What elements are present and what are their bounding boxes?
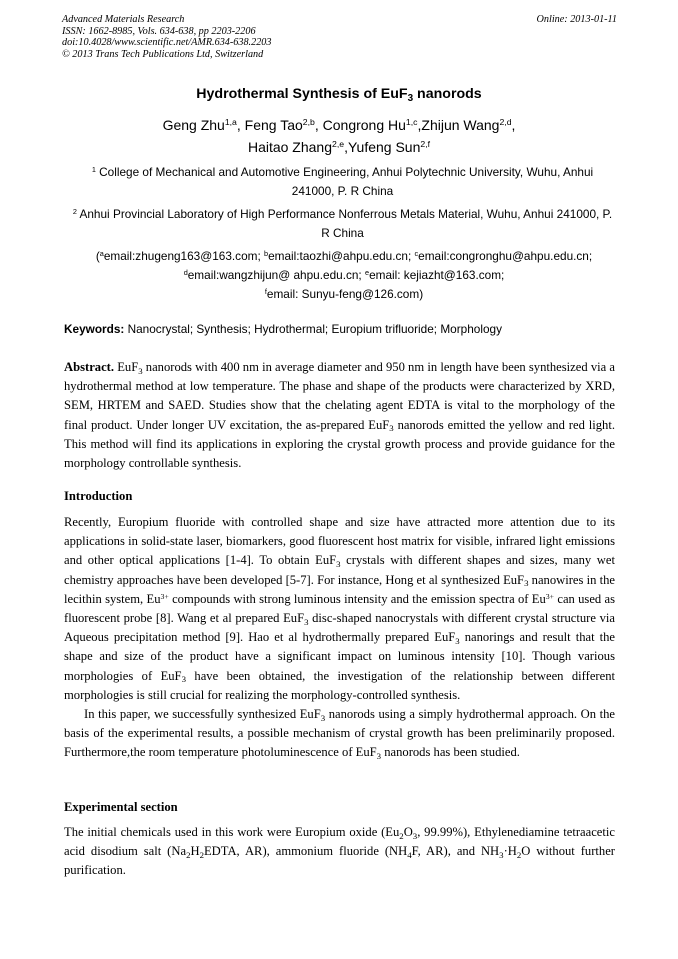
paragraph-text: crystals with different shapes and sizes, many wet chemistry approaches have been developed [5-7]. For instance, Hong et al synthesized EuF — [64, 553, 615, 587]
subscript: 3 — [499, 849, 504, 860]
author-affiliation-mark: 2,d — [499, 117, 512, 128]
subscript: 3 — [304, 616, 309, 627]
email-mark: f — [264, 286, 267, 296]
email-address: email:taozhi@ahpu.edu.cn; — [268, 249, 415, 263]
author-separator: , — [511, 117, 516, 133]
superscript: 3+ — [160, 591, 169, 601]
author-name: , Feng Tao — [236, 117, 303, 133]
author-affiliation-mark: 1,a — [224, 117, 237, 128]
intro-paragraph-1 — [64, 513, 615, 705]
issn-line: ISSN: 1662-8985, Vols. 634-638, pp 2203-2206 — [62, 25, 256, 37]
subscript: 3 — [376, 751, 382, 762]
abstract-label: Abstract. — [64, 360, 115, 374]
intro-paragraph-2 — [64, 705, 615, 763]
superscript: 3+ — [545, 591, 555, 601]
copyright-line: © 2013 Trans Tech Publications Ltd, Switzerland — [62, 48, 264, 60]
subscript: 3 — [138, 365, 143, 376]
paragraph-text: F, AR), and NH — [411, 844, 500, 859]
email-paren: ( — [95, 249, 100, 263]
journal-name: Advanced Materials Research — [62, 14, 185, 25]
title-text-end: nanorods — [413, 86, 482, 102]
email-mark: e — [365, 267, 370, 277]
paragraph-text: have been obtained, the investigation of the relationship between different morphologies is still crucial for realizing the morphology-controlled synthesis. — [64, 668, 616, 702]
author-emails — [64, 247, 624, 304]
keywords-label: Keywords: — [64, 322, 125, 336]
author-name: ,Yufeng Sun — [344, 139, 421, 155]
paragraph-text: nanowires in the lecithin system, Eu — [64, 572, 615, 606]
affiliation-1 — [70, 163, 615, 201]
paragraph-text: EDTA, AR), ammonium fluoride (NH — [203, 844, 408, 859]
paragraph-text: Recently, Europium fluoride with controlled shape and size have attracted more attention due to its applications in solid-state laser, biomarkers, good fluorescent host matrix for visible, infrared light emissions and other optical applications [1-4]. To obtain EuF — [64, 515, 615, 568]
doi-line: doi:10.4028/www.scientific.net/AMR.634-638.2203 — [62, 37, 272, 49]
subscript: 3 — [320, 712, 326, 723]
subscript: 3 — [336, 559, 341, 570]
subscript: 2 — [199, 849, 204, 860]
email-mark: b — [264, 248, 269, 258]
paragraph-text: disc-shaped nanocrystals with different crystal structure via Aqueous precipitation method [9]. Hao et al hydrothermally prepared EuF — [64, 611, 615, 645]
affiliation-text: College of Mechanical and Automotive Engineering, Anhui Polytechnic University, Wuhu, Anhui 241000, P. R China — [95, 165, 594, 198]
affiliation-2 — [70, 205, 615, 243]
subscript: 2 — [399, 830, 404, 841]
email-address: email: Sunyu-feng@126.com) — [266, 287, 424, 301]
author-line-2 — [0, 136, 678, 158]
email-address: email:congronghu@ahpu.edu.cn; — [418, 249, 593, 263]
subscript: 4 — [407, 849, 412, 860]
journal-header — [62, 14, 617, 60]
online-date: Online: 2013-01-11 — [536, 14, 617, 25]
abstract-text: nanorods emitted the yellow and red light. This method will find its applications in exploring the crystal growth process and provide guidance for the morphology controllable synthesis. — [64, 417, 615, 471]
introduction-body — [64, 513, 615, 763]
email-mark: c — [414, 248, 419, 258]
paragraph-text: nanorings and result that the shape and size of the product have a significant impact on luminous intensity [10]. Though various morphologies of EuF — [64, 630, 616, 683]
email-address: email:zhugeng163@163.com; — [103, 249, 265, 263]
abstract-text: EuF — [114, 360, 139, 374]
email-address: email:wangzhijun@ ahpu.edu.cn; — [187, 268, 365, 282]
paper-title — [0, 86, 678, 102]
keywords-text: Nanocrystal; Synthesis; Hydrothermal; Europium trifluoride; Morphology — [124, 322, 502, 336]
paragraph-text: O without further purification. — [64, 844, 615, 878]
email-mark: d — [183, 267, 188, 277]
paragraph-text: H — [190, 844, 200, 859]
subscript: 2 — [516, 849, 522, 860]
author-name: , Congrong Hu — [314, 117, 406, 133]
author-affiliation-mark: 2,f — [420, 139, 431, 150]
paragraph-text: , 99.99%), Ethylenediamine tetraacetic acid disodium salt (Na — [64, 825, 615, 859]
paragraph-text: O — [403, 825, 413, 839]
subscript: 3 — [181, 674, 186, 685]
subscript: 2 — [186, 849, 191, 860]
paragraph-text: The initial chemicals used in this work were Europium oxide (Eu — [64, 825, 400, 839]
paragraph-text: can used as fluorescent probe [8]. Wang et al prepared EuF — [64, 591, 616, 626]
author-affiliation-mark: 2,b — [302, 117, 315, 128]
author-name: ,Zhijun Wang — [417, 117, 500, 133]
affiliation-text: Anhui Provincial Laboratory of High Performance Nonferrous Metals Material, Wuhu, Anhui 241000, P. R China — [76, 207, 613, 240]
paragraph-text: nanorods has been studied. — [381, 745, 520, 760]
email-address: email: kejiazht@163.com; — [369, 268, 505, 282]
author-name: Haitao Zhang — [247, 139, 333, 155]
affiliation-number: 2 — [72, 206, 77, 216]
paragraph-text: compounds with strong luminous intensity and the emission spectra of Eu — [168, 591, 546, 606]
subscript: 3 — [412, 830, 418, 841]
keywords-line — [64, 322, 624, 336]
subscript: 3 — [524, 578, 529, 589]
introduction-heading: Introduction — [64, 489, 133, 503]
author-name: Geng Zhu — [162, 117, 225, 133]
paragraph-text: ·H — [503, 844, 517, 859]
subscript: 3 — [455, 635, 460, 646]
author-affiliation-mark: 2,e — [332, 139, 345, 150]
author-line-1 — [0, 114, 678, 136]
abstract-paragraph — [64, 358, 615, 473]
email-mark: a — [99, 248, 104, 258]
abstract-text: nanorods with 400 nm in average diameter and 950 nm in length have been synthesized via a hydrothermal method at low temperature. The phase and shape of the products were characterized by XRD, SEM, HRTEM and SAED. Studies show that the chelating agent EDTA is vital to the morphology of the final product. Under longer UV excitation, the as-prepared EuF — [64, 360, 615, 432]
subscript: 3 — [389, 423, 394, 434]
affiliation-number: 1 — [91, 164, 96, 174]
author-affiliation-mark: 1,c — [405, 117, 418, 128]
experimental-heading: Experimental section — [64, 800, 178, 814]
paragraph-text: In this paper, we successfully synthesized EuF — [84, 707, 321, 722]
title-text: Hydrothermal Synthesis of EuF — [196, 86, 408, 102]
title-subscript: 3 — [407, 92, 414, 104]
experimental-paragraph — [64, 823, 615, 881]
paragraph-text: nanorods using a simply hydrothermal approach. On the basis of the experimental results, a possible mechanism of crystal growth has been preliminarily proposed. Furthermore,the room temperature photoluminescence of EuF — [64, 707, 615, 760]
author-list — [0, 114, 678, 158]
